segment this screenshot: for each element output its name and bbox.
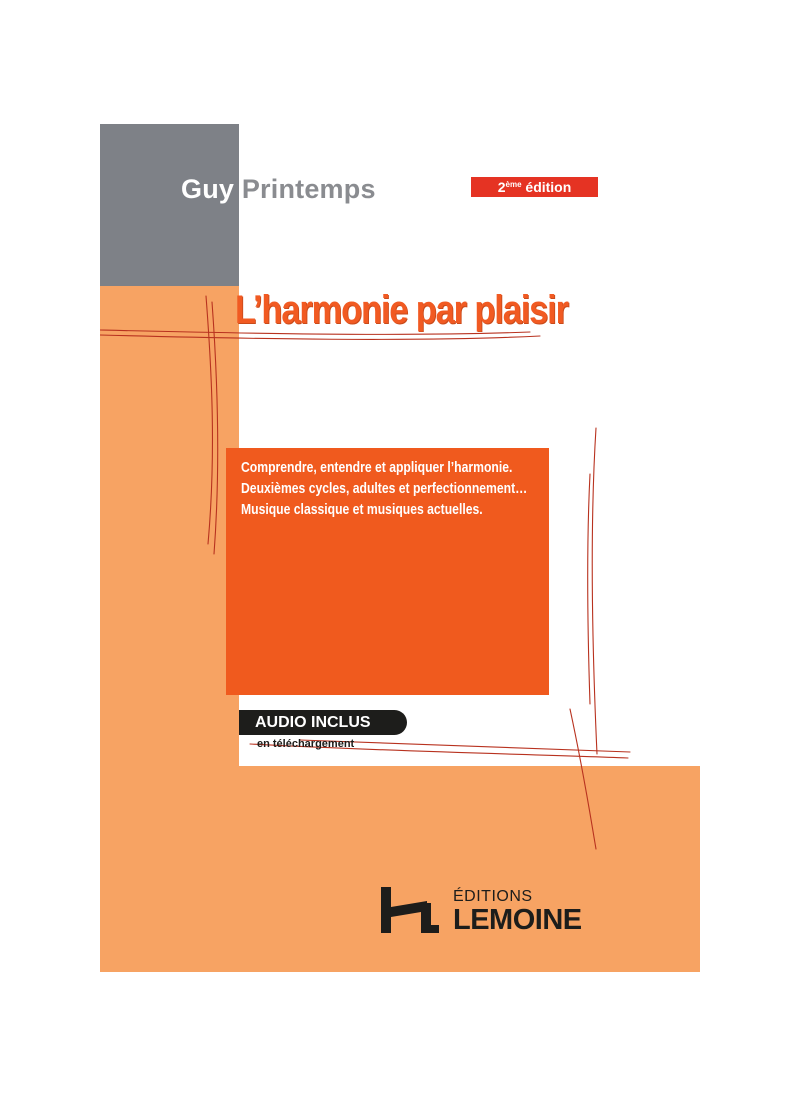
audio-badge: AUDIO INCLUS: [239, 710, 407, 735]
author-last-name: Printemps: [241, 174, 376, 204]
description-line-2: Deuxièmes cycles, adultes et perfectionnement…: [241, 481, 528, 497]
book-cover: [100, 124, 700, 972]
description-line-1: Comprendre, entendre et appliquer l’harmonie.: [241, 460, 513, 476]
description-line-3: Musique classique et musiques actuelles.: [241, 502, 483, 518]
edition-badge: [471, 177, 598, 197]
edition-word: édition: [525, 179, 572, 195]
publisher-label: ÉDITIONS: [453, 888, 533, 905]
publisher-logo: [381, 881, 611, 941]
book-title: L’harmonie par plaisir: [235, 288, 568, 332]
edition-number: 2: [497, 179, 506, 195]
author-first-name: Guy: [181, 174, 235, 204]
lemoine-hl-logo-icon: [381, 887, 441, 937]
author-name: [181, 174, 376, 205]
description-box: [226, 448, 549, 695]
publisher-name: LEMOINE: [453, 904, 582, 936]
edition-suffix: ème: [505, 180, 522, 189]
audio-subtitle: en téléchargement: [257, 738, 355, 750]
